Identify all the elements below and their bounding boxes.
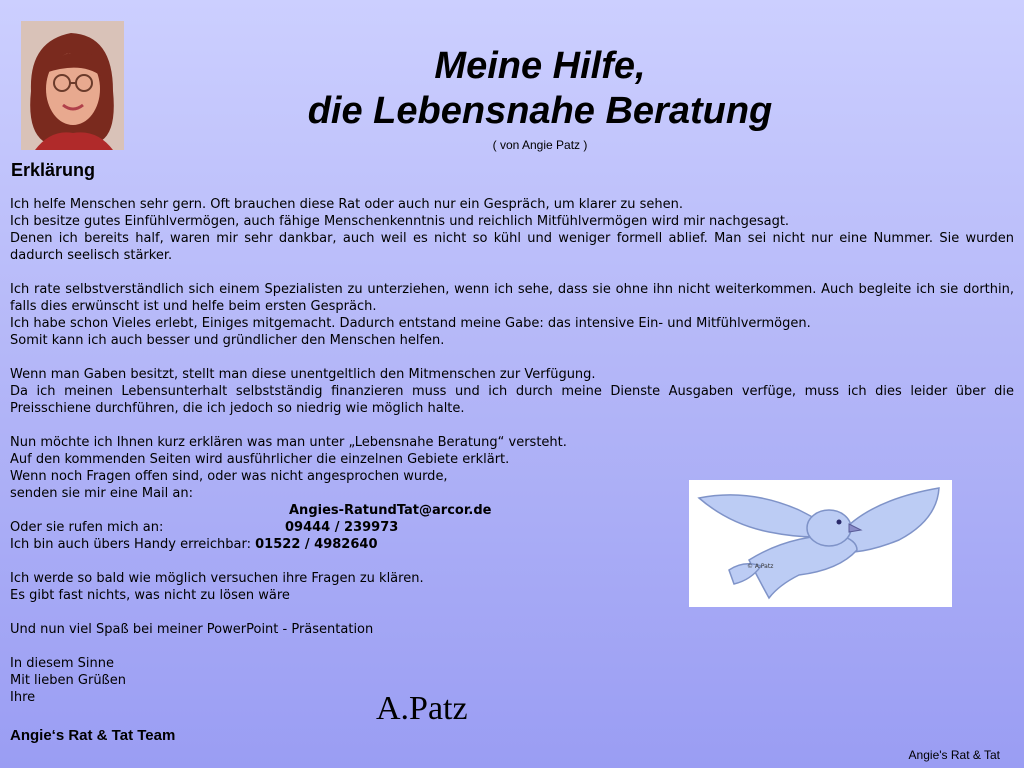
section-heading: Erklärung: [11, 160, 96, 180]
closing-line: Mit lieben Grüßen: [10, 673, 126, 688]
paragraph-line: Ich werde so bald wie möglich versuchen ihre Fragen zu klären.: [10, 571, 424, 586]
mobile-label: Ich bin auch übers Handy erreichbar:: [10, 537, 251, 552]
closing-line: Ihre: [10, 690, 36, 705]
paragraph-line: Ich rate selbstverständlich sich einem Spezialisten zu unterziehen, wenn ich sehe, dass sie ohne ihn nicht weiterkommen. Auch begleite ich sie dorthin, falls dies erwünscht ist und helfe beim ersten Gespräch.: [10, 282, 1014, 314]
paragraph-line: Auf den kommenden Seiten wird ausführlicher die einzelnen Gebiete erklärt.: [10, 452, 510, 467]
dove-illustration: [689, 480, 952, 607]
paragraph-line: Ich helfe Menschen sehr gern. Oft brauchen diese Rat oder auch nur ein Gespräch, um klarer zu sehen.: [10, 197, 683, 212]
paragraph-line: Da ich meinen Lebensunterhalt selbstständig finanzieren muss und ich durch meine Dienste Ausgaben verfüge, muss ich dies leider über die Preisschiene durchführen, die ich jedoch so niedrig wie möglich halte.: [10, 384, 1014, 416]
paragraph-line: Somit kann ich auch besser und gründlicher den Menschen helfen.: [10, 333, 445, 348]
paragraph-line: Wenn noch Fragen offen sind, oder was nicht angesprochen wurde,: [10, 469, 448, 484]
footer-text: Angie's Rat & Tat: [908, 748, 1000, 762]
paragraph-line: Nun möchte ich Ihnen kurz erklären was man unter „Lebensnahe Beratung“ versteht.: [10, 435, 567, 450]
paragraph-line: Ich besitze gutes Einfühlvermögen, auch fähige Menschenkenntnis und reichlich Mitfühlvermögen wird mir nachgesagt.: [10, 214, 790, 229]
paragraph-line: Denen ich bereits half, waren mir sehr dankbar, auch weil es nicht so kühl und weniger formell ablief. Man sei nicht nur eine Nummer. Sie wurden dadurch seelisch stärker.: [10, 231, 1014, 263]
mobile-number: 01522 / 4982640: [255, 537, 378, 552]
body-text: [10, 196, 1014, 706]
paragraph-line: senden sie mir eine Mail an:: [10, 486, 194, 501]
paragraph-line: Ich habe schon Vieles erlebt, Einiges mitgemacht. Dadurch entstand meine Gabe: das intensive Ein- und Mitfühlvermögen.: [10, 316, 811, 331]
email-link[interactable]: Angies-RatundTat@arcor.de: [289, 503, 492, 518]
phone-number: 09444 / 239973: [285, 520, 399, 535]
dove-caption: © A.Patz: [747, 563, 774, 570]
title-line-1: Meine Hilfe,: [434, 45, 646, 87]
title-line-2: die Lebensnahe Beratung: [307, 90, 773, 132]
closing-line: In diesem Sinne: [10, 656, 114, 671]
portrait-photo: [21, 21, 124, 150]
team-name: Angie‘s Rat & Tat Team: [10, 727, 176, 744]
paragraph-line: Wenn man Gaben besitzt, stellt man diese unentgeltlich den Mitmenschen zur Verfügung.: [10, 367, 596, 382]
paragraph-line: Und nun viel Spaß bei meiner PowerPoint - Präsentation: [10, 622, 374, 637]
paragraph-line: Es gibt fast nichts, was nicht zu lösen wäre: [10, 588, 290, 603]
subtitle: ( von Angie Patz ): [492, 138, 588, 152]
signature: A.Patz: [376, 690, 468, 727]
page-title: [240, 44, 840, 134]
phone-label: Oder sie rufen mich an:: [10, 520, 164, 535]
